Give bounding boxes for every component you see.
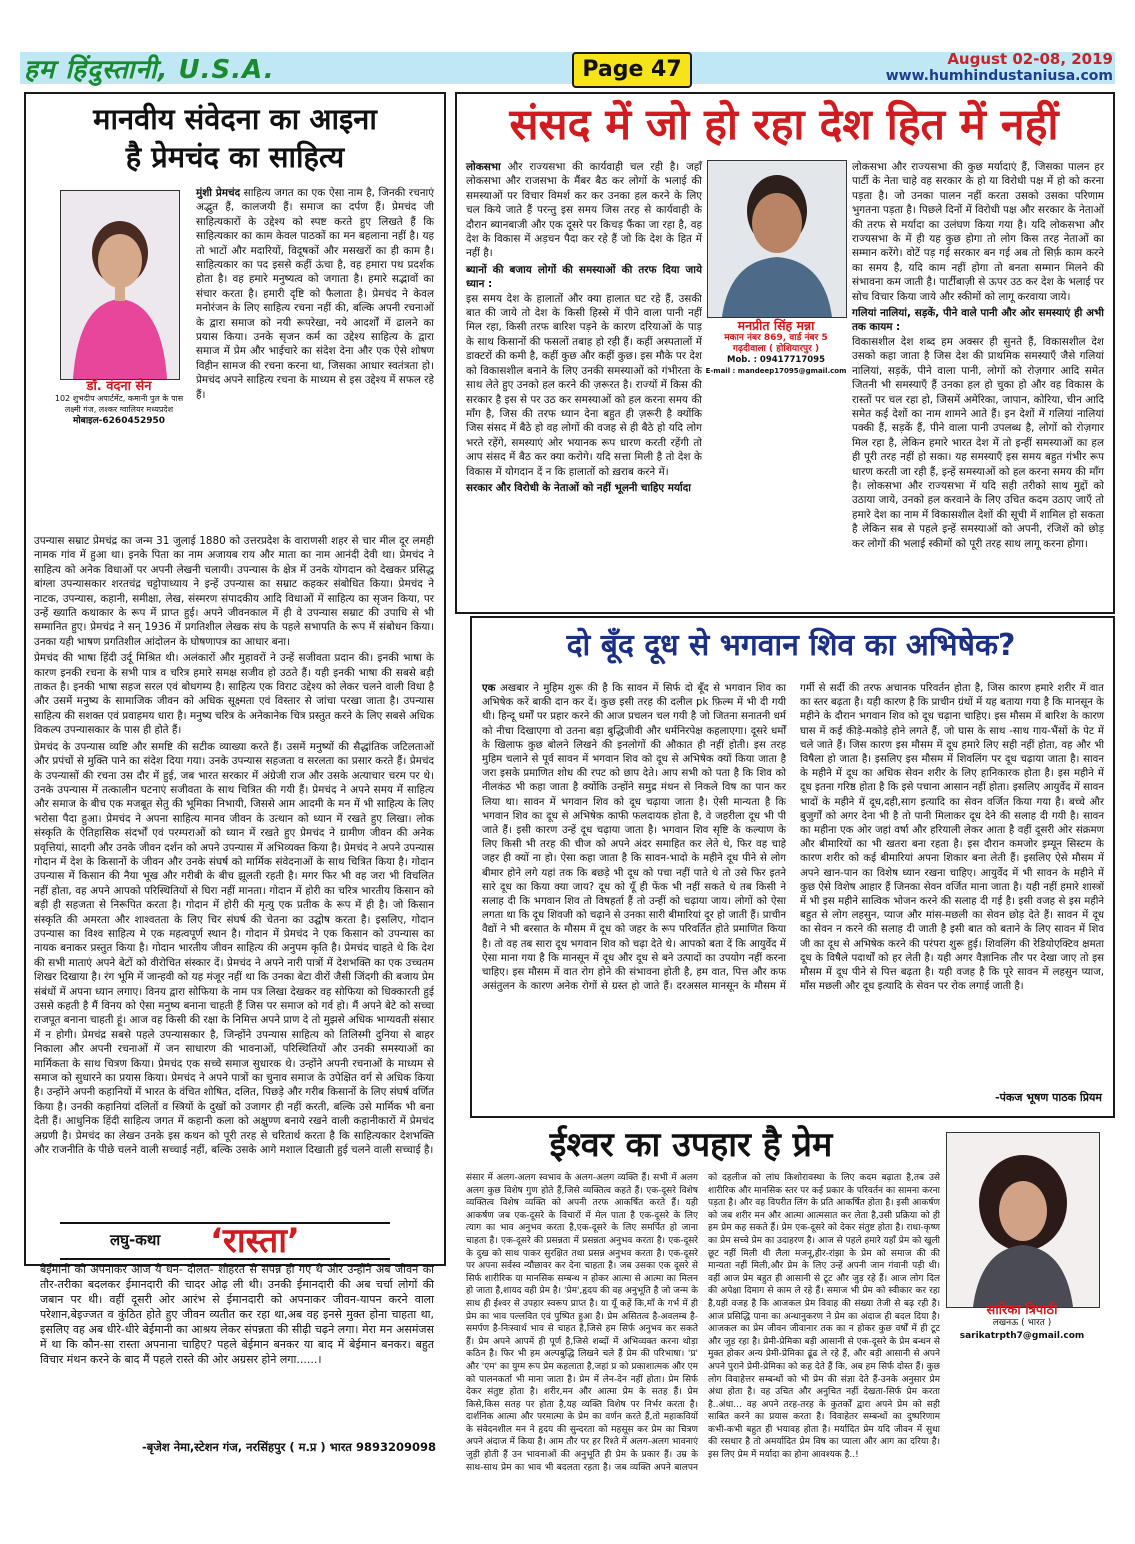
sansad-para-4: विकासशील देश शब्द हम अक्सर ही सुनते हैं, विकासशील देश उसको कहा जाता है जिस देश की प्राथमिक समस्याएँ जैसे गलियां नालियां, सड़कें, पीने वाला पानी, लोगों को रोज़गार आदि समेत जितनी भी समस्याएँ हैं उनका हल हो चुका हो और वह विकास के रास्तों पर चल रहा हो, जिसमें अमेरिका, जापान, कोरिया, चीन आदि समेत कई देशों का नाम शामने आते हैं। इन देशों में गलियां नालियां पक्की हैं, सड़कें हैं, पीने वाला पानी उपलब्ध है, लोगों को रोज़गार मिल रहा है, लेकिन हमारे भारत देश में तो इन्हीं समस्याओं का हल ही पूरी तरह नहीं हो सका। यह समस्याएँ इस समय बहुत गंभीर रूप धारण करती जा रही हैं, इन्हें समस्याओं को हल करना समय की माँग है। लोकसभा और राज्यसभा में यदि सही तरीको साथ मुद्दों को उठाया जाये, उनको हल करवाने के लिए उचित कदम उठाए जाएँ तो हमारे देश का नाम में विकासशील देशों की सूची में शामिल हो सकता है लेकिन सब से पहले इन्हें समस्याओं को अपनी, रंजिशें को छोड़ कर लोगों की भलाई स्कीमों को पूरी तरह साथ लागू करना होगा। <box>852 335 1104 550</box>
premchand-para-3: प्रेमचंद के उपन्यास व्यष्टि और समष्टि की सटीक व्याख्या करते हैं। उसमें मनुष्यों की सैद्धांतिक जटिलताओं और प्रपंचों से मुक्ति पाने का संदेश दिया गया। उनके उपन्यास सहजता व सरलता का प्रसार करते हैं। प्रेमचंद के उपन्यासों की रचना उस दौर में हुई, जब भारत सरकार में अंग्रेजी राज और उसके अत्याचार चरम पर थे। उनके उपन्यास में तत्कालीन घटनाएं सजीवता के साथ चित्रित की गयी हैं। प्रेमचंद ने अपने समय में साहित्य और समाज के बीच एक मजबूत सेतु की भूमिका निभायी, जिससे आम आदमी के मन में भी साहित्य के लिए भरोसा पैदा हुआ। प्रेमचंद ने अपना साहित्य मानव जीवन के उत्थान को ध्यान में रखते हुए लिखा। लोक संस्कृति के ऐतिहासिक संदर्भों एवं परम्पराओं को ध्यान में रखते हुए प्रेमचंद ने ग्रामीण जीवन की अनेक प्रवृत्तियां, सादगी और उनके जीवन दर्शन को अपने उपन्यास में अभिव्यक्त किया है। प्रेमचंद ने अपने उपन्यास गोदान में देश के किसानों के जीवन और उनके संघर्ष को मार्मिक संवेदनाओं के साथ चित्रित किया है। गोदान उपन्यास में किसान की नैया भूख और गरीबी के बीच झूलती रहती है। मगर फिर भी वह जरा भी विचलित नहीं होता, वह अपने आपको परिस्थितियों से घिरा नहीं मानता। गोदान में होरी का चरित्र भारतीय किसान को बड़ी ही सहजता से निरूपित करता है। गोदान में होरी की मृत्यु एक प्रतीक के रूप में ही है। जो किसान संस्कृति की अमरता और शाश्वतता के लिए चिर संघर्ष की चेतना का उद्घोष करता है। इसलिए, गोदान उपन्यास का विश्व साहित्य मे एक महत्वपूर्ण स्थान है। गोदान में प्रेमचंद ने एक किसान को उपन्यास का नायक बनाकर प्रस्तुत किया है। गोदान भारतीय जीवन साहित्य की अनुपम कृति है। प्रेमचंद चाहते थे कि देश की सभी माताएं अपने बेटों को वीरोचित संस्कार दें। प्रेमचंद ने अपने नारी पात्रों में देशभक्ति का एक उच्चतम शिखर दिखाया है। रंग भूमि में जान्हवी को यह मंजूर नहीं था कि उनका बेटा वीरों जैसी जिंदगी की बजाय प्रेम संबंधों में अपना ध्यान लगाए। विनय द्वारा सोफिया के नाम पत्र लिखा देखकर वह सोफिया को धिक्कारती हुई उससे कहती है मैं विनय को ऐसा मनुष्य बनाना चाहती हैं जिस पर समाज को गर्व हो। मैं अपने बेटे को सच्चा राजपूत बनाना चाहती हूं। आज वह किसी की रक्षा के निमित्त अपने प्राण दे तो मुझसे अधिक भाग्यवती संसार में न होगी। प्रेमचंद्र सबसे पहले उपन्यासकार है, जिन्होंने उपन्यास साहित्य को तिलिस्मी दुनिया से बाहर निकाला और अपनी रचनाओं में जन साधारण की भावनाओं, परिस्थितियों और उनकी समस्याओं का मार्मिकता के साथ चित्रण किया। प्रेमचंद एक सच्चे समाज सुधारक थे। उन्होंने अपनी रचनाओं के माध्यम से समाज को सुधारने का प्रयास किया। प्रेमचंद ने अपने पात्रों का चुनाव समाज के उपेक्षित वर्ग से अधिक किया है। उन्होंने अपनी कहानियों में भारत के वंचित शोषित, दलित, पिछड़े और गरीब किसानों के लिए संघर्ष वर्णित किया है। उनकी कहानियां दलितों व स्त्रियों के दुखों को उजागर ही नहीं करती, बल्कि उसे मार्मिक भी बना देती हैं। आधुनिक हिंदी साहित्य जगत में कहानी कला को अक्षुण्ण बनाये रखने वाली कहानीकारों में प्रेमचंद अग्रणी है। प्रेमचंद का लेखन उनके इस कथन को पूरी तरह से चरितार्थ करता है कि साहित्यकार देशभक्ति और राजनीति के पीछे चलने वाली सच्चाई नहीं, बल्कि उसके आगे मशाल दिखाती हुई चलने वाली सच्चाई है। <box>34 740 434 1157</box>
sansad-para-3: लोकसभा और राज्यसभा की कुछ मर्यादाएं हैं, जिसका पालन हर पार्टी के नेता चाहे वह सरकार के हो या विरोधी पक्ष में हो को करना पड़ता है। जो उनका पालन नहीं करता उसको उसका परिणाम भुगतना पड़ता है। पिछले दिनों में विरोधी पक्ष और सरकार के नेताओं की तरफ से मर्यादा का उलंघण किया गया है। यदि लोकसभा और राज्यसभा के में ही यह कुछ होगा तो लोग किस तरह नेताओं का सम्मान करेंगे। वोटें पड़ गई सरकार बन गई अब तो सिर्फ़ काम करने का समय है, यदि काम नहीं होगा तो बनता सम्मान मिलने की संभावना कम जाती है। पार्टीबाज़ी से ऊपर उठ कर देश के भलाई पर सोच विचार किया जाये और स्कीमों को लागू करवाया जाये। <box>852 161 1104 303</box>
sarika-place: लखनऊ ( भारत ) <box>992 1318 1052 1328</box>
sarika-name: सारिका त्रिपाठी <box>986 1303 1058 1318</box>
issue-date: August 02-08, 2019 <box>947 50 1113 68</box>
author-photo-manpreet <box>707 160 847 318</box>
doodh-byline: -पंकज भूषण पाठक प्रियम <box>995 1091 1102 1104</box>
premchand-headline-line1: मानवीय संवेदना का आइना <box>93 102 377 136</box>
vandana-address-2: लक्ष्मी गंज, लश्कर ग्वालियर मध्यप्रदेश <box>64 405 174 414</box>
story-title-bar <box>60 1222 390 1260</box>
author-photo-sarika <box>946 1132 1100 1308</box>
sansad-subhead-3: गलियां नालियां, सड़कें, पीने वाले पानी और ओर समस्याएं ही अभी तक कायम : <box>852 307 1104 334</box>
author-photo-vandana <box>60 190 180 380</box>
vandana-caption <box>48 380 190 428</box>
page-header <box>0 0 1135 88</box>
sansad-lead: लोकसभा <box>466 161 501 173</box>
premchand-para-1: उपन्यास सम्राट प्रेमचंद्र का जन्म 31 जुलाई 1880 को उत्तरप्रदेश के वाराणसी शहर से चार मील दूर लमही नामक गांव में हुआ था। इनके पिता का नाम अजायब राय और माता का नाम आनंदी देवी था। प्रेमचंद ने साहित्य को अनेक विधाओं पर अपनी लेखनी चलायी। उपन्यास के क्षेत्र में उनके योगदान को देखकर प्रसिद्ध बांग्ला उपन्यासकार शरतचंद्र चट्टोपाध्याय ने इन्हें उपन्यास का सम्राट कहकर संबोधित किया। प्रेमचंद ने नाटक, उपन्यास, कहानी, समीक्षा, लेख, संस्मरण संपादकीय आदि विधाओं में साहित्य का सृजन किया, पर उन्हें ख्याति कथाकार के रूप में प्राप्त हुई। अपने जीवनकाल में ही वे उपन्यास सम्राट की उपाधि से भी सम्मानित हुए। प्रेमचंद्र ने सन् 1936 में प्रगतिशील लेखक संघ के पहले सभापति के रूप में संबोधन किया। उनका यही भाषण प्रगतिशील आंदोलन के घोषणापत्र का आधार बना। <box>34 535 434 648</box>
sarika-email: sarikatrpth7@gmail.com <box>959 1331 1085 1341</box>
manpreet-name: मनप्रीत सिंह मन्ना <box>737 318 815 333</box>
story-byline: -बृजेश नेमा,स्टेशन गंज, नरसिंहपुर ( म.प्र ) भारत 9893209098 <box>142 1440 436 1454</box>
vandana-address-1: 102 शुभदीप अपार्टमेंट, कमानी पुल के पास <box>54 394 184 403</box>
story-body: बेईमानी को अपनाकर आज ये धन- दौलत- शोहरत से संपन्न हो गए थे और उन्होंने अब जीवन का तौर-तरीका बदलकर ईमानदारी की चादर ओढ़ ली थी। उनकी ईमानदारी की अब चर्चा लोगों की जबान पर थी। वहीं दूसरी ओर आरंभ से ईमानदारी को अपनाकर जीवन-यापन करने वाला परेशान,बेइज्जत व कुंठित होते हुए जीवन व्यतीत कर रहा था,अब वह इनसे मुक्त होना चाहता था, इसलिए वह अब धीरे-धीरे बेईमानी का आश्रय लेकर संपन्नता की सीढ़ी चढ़ने लगा। मेरा मन असमंजस में था कि कौन-सा रास्ता अपनाना चाहिए? पहले बेईमान बनकर या बाद में बेईमान बनकर। बहुत विचार मंथन करने के बाद मैं पहले रास्ते की ओर अग्रसर होने लगा......। <box>40 1263 434 1366</box>
doodh-lead: एक <box>482 683 496 694</box>
page-number: Page 47 <box>572 52 692 88</box>
sansad-subhead-1: ब्यानों की बजाय लोगों की समस्याओं की तरफ दिया जाये ध्यान : <box>466 263 702 291</box>
doodh-headline: दो बूँद दूध से भगवान शिव का अभिषेक? <box>566 628 1016 663</box>
premchand-intro <box>196 186 434 532</box>
sansad-headline: संसद में जो हो रहा देश हित में नहीं <box>509 100 1059 150</box>
vandana-name: डॉ. वंदना सेन <box>86 379 152 394</box>
story-title: ‘रास्ता’ <box>210 1221 300 1261</box>
portrait-illustration-2 <box>708 161 846 317</box>
premchand-headline-line2: है प्रेमचंद का साहित्य <box>125 140 345 174</box>
premchand-lead: मुंशी प्रेमचंद <box>196 187 241 199</box>
premchand-headline <box>30 100 440 176</box>
sansad-para-2: इस समय देश के हालातों और क्या हालात घट रहे हैं, उसकी बात की जाये तो देश के किसी हिस्से में पीने वाला पानी नहीं मिल रहा, किसी तरफ बारिश पड़ने के कारण दरियाओं के पाड़ के साथ किसानों की फसलों तबाह हो रही हैं। कहीं अस्पतालों में डाक्टरों की कमी है, कहीं कुछ और कहीं कुछ। इस मौके पर देश को विकासशील बनाने के लिए उनकी समस्याओं को गंभीरता के साथ लेते हुए उनको हल करने की ज़रूरत है। राज्यों में किस की सरकार है इस से पर उठ कर समस्याओं को हल करना समय की माँग है, जिस की तरफ ध्यान देना बहुत ही ज़रूरी है क्योंकि जिस संसद में बैठे हो वह लोगों की वजह से ही बैठे हो यदि लोग भरते रहेंगे, समस्याएं ओर भयानक रूप धारण करती रहेंगी तो आप संसद में बैठ कर क्या करोगे। यदि सत्ता मिली है तो देश के विकास में योगदान दें न कि हालातों को ख़राब करने में। <box>466 292 702 478</box>
portrait-illustration <box>61 191 179 379</box>
premchand-body <box>34 534 434 1157</box>
manpreet-email: E-mail : mandeep17095@gmail.com <box>705 367 847 375</box>
manpreet-caption <box>704 318 848 377</box>
premchand-intro-text: साहित्य जगत का एक ऐसा नाम है, जिनकी रचनाएं अद्भुत हैं, कालजयी हैं। समाज का दर्पण हैं। प्रेमचंद जी साहित्यकारों के उद्देश्य को स्पष्ट करते हुए लिखते हैं कि साहित्यकार का काम केवल पाठकों का मन बहलाना नहीं है। यह तो भाटों और मदारियों, विदूषकों और मसखरों का ही काम है। साहित्यकार का पद इससे कहीं ऊंचा है, वह हमारा पथ प्रदर्शक होता है। वह हमारे मनुष्यत्व को जगाता है। हमारे सद्भावों का संचार करता है। हमारी दृष्टि को फैलाता है। प्रेमचंद ने केवल मनोरंजन के लिए साहित्य रचना नहीं की, बल्कि अपनी रचनाओं के द्वारा समाज को नयी रूपरेखा, नये आदर्शों में ढालने का प्रयास किया। उनके सृजन कर्म का उद्देश्य साहित्य के द्वारा समाज में प्रेम और भाईचारे का संदेश देना और एक ऐसे शोषण विहीन सामज की रचना करना था, जिसका आधार स्वतंत्रता हो। प्रेमचंद अपने साहित्य रचना के माध्यम से इस उद्देश्य में सफल रहे हैं। <box>196 187 434 401</box>
prem-headline: ईश्वर का उपहार है प्रेम <box>549 1125 833 1165</box>
doodh-text: अखबार ने मुहिम शुरू की है कि सावन में सिर्फ दो बूँद से भगवान शिव का अभिषेक करें बाकी दान कर दें। कुछ इसी तरह की दलील pk फ़िल्म में भी दी गयी थी। हिन्दू धर्मों पर प्रहार करने की आज प्रचलन चल गयी है जो जितना सनातनी धर्म को नीचा दिखाएगा वो उतना बड़ा बुद्धिजीवी और धर्मनिरपेक्ष कहलाएगा। दूसरे धर्मों के खिलाफ कुछ बोलने लिखने की इनलोगों की औकात ही नहीं होती। इस तरह मुहिम चलाने से पूर्व सावन में भगवान शिव को दूध से अभिषेक क्यों किया जाता है जरा इसके प्रमाणित शोध की रपट को छाप देते। आप सभी को पता है कि शिव को नीलकंठ भी कहा जाता है क्योंकि उन्होंने समुद्र मंथन से निकले विष का पान कर लिया था। सावन में भगवान शिव को दूध चढ़ाया जाता है। ऐसी मान्यता है कि भगवान शिव का दूध से अभिषेक काफी फलदायक होता है, वे जहरीला दूध भी पी जाते हैं। इसी कारण उन्हें दूध चढ़ाया जाता है। भगवान शिव सृष्टि के कल्याण के लिए किसी भी तरह की चीज को अपने अंदर समाहित कर लेते थे, फिर वह चाहे जहर ही क्यों ना हो। ऐसा कहा जाता है कि सावन-भादो के महीने दूध पीने से लोग बीमार होने लगे यहां तक कि बछड़े भी दूध को पचा नहीं पाते थे तो उसे फिर इतने सारे दूध का किया क्या जाय? दूध को यूँ ही फेंक भी नहीं सकते थे तब किसी ने सलाह दी कि भगवान शिव तो विषहर्ता हैं तो उन्हीं को चढ़ाया जाय। लोगों को ऐसा लगता था कि दूध शिवजी को चढ़ाने से उनका सारी बीमारियां दूर हो जाती हैं। प्राचीन वैद्यों ने भी बरसात के मौसम में दूध को जहर के रूप परिवर्तित होते प्रमाणित किया है। तो वह तब सारा दूध भगवान शिव को चढ़ा देते थे। आपको बता दें कि आयुर्वेद में ऐसा माना गया है कि मानसून में दूध और दूध से बने उत्पादों का उपयोग नहीं करना चाहिए। इस मौसम में वात रोग होने की संभावना होती है, हम वात, पित्त और कफ असंतुलन के कारण अनेक रोगों से ग्रस्त हो जाते हैं। दरअसल मानसून के मौसम में गर्मी से सर्दी की तरफ अचानक परिवर्तन होता है, जिस कारण हमारे शरीर में वात का स्तर बढ़ता है। यही कारण है कि प्राचीन ग्रंथों में यह बताया गया है कि मानसून के महीने के दौरान भगवान शिव को दूध चढ़ाना चाहिए। इस मौसम में बारिश के कारण घास में कई कीड़े-मकोड़े होने लगते हैं, जो घास के साथ -साथ गाय-भैंसों के पेट में चले जाते हैं। जिस कारण इस मौसम में दूध हमारे लिए सही नहीं होता, वह और भी विषैला हो जाता है। इसलिए इस मौसम में शिवलिंग पर दूध चढ़ाया जाता है। सावन के महीने में दूध का अधिक सेवन शरीर के लिए हानिकारक होता है। इस महीने में दूध इतना गरिष्ठ होता है कि इसे पचाना आसान नहीं होता। इसलिए आयुर्वेद में सावन भादों के महीने में दूध,दही,साग इत्यादि का सेवन वर्जित किया गया है। बच्चे और बुजुर्गों को अगर देना भी है तो पानी मिलाकर दूध देने की सलाह दी गयी है। सावन का महीना एक ओर जहां वर्षा और हरियाली लेकर आता है वहीं दूसरी ओर संक्रमण और बीमारियों का भी खतरा बना रहता है। इस दौरान कमजोर इम्यून सिस्टम के कारण शरीर को कई बीमारियां अपना शिकार बना लेती हैं। इसलिए ऐसे मौसम में अपने खान-पान का विशेष ध्यान रखना चाहिए। आयुर्वेद में भी सावन के महीने में कुछ ऐसे विशेष आहार हैं जिनका सेवन वर्जित माना जाता है। यही नहीं हमारे शास्त्रों में भी इस महीने सात्विक भोजन करने की सलाह दी गई है। इसी वजह से इस महीने बहुत से लोग लहसुन, प्याज और मांस-मछली का सेवन छोड़ देते हैं। सावन में दूध का सेवन न करने की सलाह दी जाती है इसी बात को बताने के लिए सावन में शिव जी का दूध से अभिषेक करने की परंपरा शुरू हुई। शिवलिंग की रेडियोएक्टिव क्षमता दूध के विषैले पदार्थों को हर लेती है। यही अगर वैज्ञानिक तौर पर देखा जाए तो इस मौसम में दूध पीने से पित्त बढ़ता है। यही वजह है कि पूरे सावन में लहसुन प्याज, माँस मछली और दूध इत्यादि के सेवन पर रोक लगाई जाती है। <box>482 683 1104 993</box>
vandana-mobile: मोबाइल-6260452950 <box>72 416 166 426</box>
prem-body: संसार में अलग-अलग स्वभाव के अलग-अलग व्यक्ति हैं। सभी में अलग अलग कुछ विशेष गुण होते हैं,जिसे व्यक्तित्व कहते हैं। एक-दूसरे विशेष व्यक्तित्व विशेष व्यक्ति को अपनी तरफ आकर्षित करते हैं। यही आकर्षण जब एक-दूसरे के विचारों में मेल पाता है एक-दूसरे के लिए त्याग का भाव अनुभव करता है,एक-दूसरे के लिए समर्पित हो जाना चाहता है। एक-दूसरे की प्रसन्नता में प्रसन्नता अनुभव करता है। एक-दूसरे के दुख को साथ पाकर सुरक्षित तथा प्रसन्न अनुभव करता है। एक-दूसरे पर अपना सर्वस्व न्यौछावर कर देना चाहता है। जब उसका एक दूसरे से सिर्फ शारीरिक या मानसिक सम्बन्ध न होकर आत्मा से आत्मा का मिलन हो जाता है,शायद वही प्रेम है। 'प्रेम',हृदय की वह अनुभूति है जो जन्म के साथ ही ईश्वर से उपहार स्वरूप प्राप्त है। या यूँ कहें कि,माँ के गर्भ में ही प्रेम का भाव पल्लवित एवं पुष्पित हुआ है। प्रेम असितत्व है-अवलम्ब है-समर्पण है-निःस्वार्थ भाव से चाहत है,जिसे हम सिर्फ अनुभव कर सकते हैं। प्रेम अपने आपमें ही पूर्ण है,जिसे शब्दों में अभिव्यक्त करना थोड़ा कठिन है। फिर भी हम अल्पबुद्धि लिखने चले हैं प्रेम की परिभाषा। 'प्र' और 'एम' का युग्म रूप प्रेम कहलाता है,जहां प्र को प्रकाशात्मक और एम को पालनकर्ता भी माना जाता है। प्रेम में लेन-देन नहीं होता। प्रेम सिर्फ देकर संतुष्ट होता है। शरीर,मन और आत्मा प्रेम के सतह हैं। प्रेम किसे,किस सतह पर होता है,यह व्यक्ति विशेष पर निर्भर करता है। दार्शनिक आत्मा और परमात्मा के प्रेम का वर्णन करते हैं,तो महाकवियों के संवेदनशील मन ने हृदय की सुन्दरता को महसूस कर प्रेम का चित्रण अपने अंदाज में किया है। आम तौर पर हर रिश्ते में अलग-अलग भावनाएं जुड़ी होती हैं उन भावनाओं की अनुभूति ही प्रेम के प्रकार हैं। उम्र के साथ-साथ प्रेम का भाव भी बदलता रहता है। जब व्यक्ति अपने बालपन को दहलीज को लांघ किशोरावस्था के लिए कदम बढ़ाता है,तब उसे शारीरिक और मानसिक स्तर पर कई प्रकार के परिवर्तन का सामना करना पड़ता है। और वह विपरीत लिंग के प्रति आकर्षित होता है। इसी आकर्षण को जब शरीर मन और आत्मा आत्मसात कर लेता है,उसी प्रक्रिया को ही हम प्रेम कह सकते हैं। प्रेम एक-दूसरे को देकर संतुष्ट होता है। राधा-कृष्ण का प्रेम सच्चे प्रेम का उदाहरण है। आज से पहले हमारे यहाँ प्रेम को खुली छूट नहीं मिली थी लैला मजनू,हीर-रांझा के प्रेम को समाज की की मान्यता नहीं मिली,और प्रेम के लिए उन्हें अपनी जान गंवानी पड़ी थी। वहीं आज प्रेम बहुत ही आसानी से टूट और जुड़ रहे हैं। आज लोग दिल की अपेक्षा दिमाग से काम ले रहे हैं। समाज भी प्रेम को स्वीकार कर रहा है,यही वजह है कि आजकल प्रेम विवाह की संख्या तेजी से बढ़ रही है। आज प्रसिद्धि पाना का अन्धानुकरण ने प्रेम का अंदाज ही बदल दिया है। आजकल का प्रेम जीवन जीवानार तक का न होकर कुछ वर्षों में ही टूट और जुड़ रहा है। प्रेमी-प्रेमिका बड़ी आसानी से एक-दूसरे के प्रेम बन्धन से मुक्त होकर अन्य प्रेमी-प्रेमिका ढूंढ ले रहे हैं, और बड़ी आसानी से अपने अपने पुराने प्रेमी-प्रेमिका को कह देते हैं कि, अब हम सिर्फ दोस्त हैं। कुछ लोग विवाहेत्तर सम्बन्धों को भी प्रेम की संज्ञा देते हैं-उनके अनुसार प्रेम अंधा होता है। वह उचित और अनुचित नहीं देखता-सिर्फ प्रेम करता है..अंधा... वह अपने तरह-तरह के कुतर्कों द्वारा अपने प्रेम को सही साबित करने का प्रयास करता है। विवाहेतर सम्बन्धों का दुष्परिणाम कभी-कभी बहुत ही भयावह होता है। मर्यादित प्रेम यदि जीवन में सुधा की रसधार है तो अमर्यादित प्रेम विष का प्याला और आग का दरिया है। इस लिए प्रेम में मर्यादा का होना आवश्यक है..! <box>466 1173 940 1473</box>
manpreet-address-1: मकान नंबर 869, वार्ड नंबर 5 <box>724 333 828 343</box>
manpreet-address-2: गढ़दीवाला ( होशियारपुर ) <box>732 344 820 354</box>
manpreet-mobile: Mob. : 09417717095 <box>727 355 825 365</box>
sansad-para-1: और राज्यसभा की कार्यवाही चल रही है। जहाँ लोकसभा और राजसभा के मैंबर बैठ कर लोगों के भलाई की समस्याओं पर विचार विमर्श कर कर उनका हल करने के लिए चल किये जाते हैं परन्तु इस समय जिस तरह से कार्यवाही के दौरान ब्यानबाजी और एक दूसरे पर किचड़ फैंका जा रहा है, वह देश के विकास में अड़चन पैदा कर रहे हैं जो कि देश के हित में नहीं है। <box>466 161 702 260</box>
sansad-subhead-2: सरकार और विरोधी के नेताओं को नहीं भूलनी चाहिए मर्यादा <box>466 481 691 494</box>
portrait-illustration-3 <box>947 1133 1099 1307</box>
sansad-col-right <box>852 160 1104 602</box>
masthead: हम हिंदुस्तानी, U.S.A. <box>24 55 275 85</box>
sarika-caption <box>946 1304 1098 1343</box>
story-label: लघु-कथा <box>110 1231 161 1249</box>
sansad-col-left <box>466 160 702 600</box>
doodh-body <box>482 682 1104 1082</box>
website-link[interactable]: www.humhindustaniusa.com <box>885 68 1113 84</box>
premchand-para-2: प्रेमचंद की भाषा हिंदी उर्दू मिश्रित थी। अलंकारों और मुहावरों ने उन्हें सजीवता प्रदान की। इनकी भाषा के कारण इनकी रचना के सभी पात्र व चरित्र हमारे समक्ष सजीव हो उठते हैं। यही इनकी भाषा की सबसे बड़ी ताकत है। इनकी भाषा सहज सरल एवं बोधगम्य है। साहित्य एक विराट उद्देश्य को लेकर चलने वाली विधा है और उसमें मनुष्य के सामाजिक जीवन को अधिक सूक्ष्मता एवं विस्तार से जांचा परखा जाता है। उपन्यास साहित्य की सशक्त एवं प्रवाहमय धारा है। मनुष्य चरित्र के अनेकानेक चित्र प्रस्तुत करने के लिए सबसे अधिक विकल्प उपन्यासकार के पास ही होते हैं। <box>34 652 434 737</box>
